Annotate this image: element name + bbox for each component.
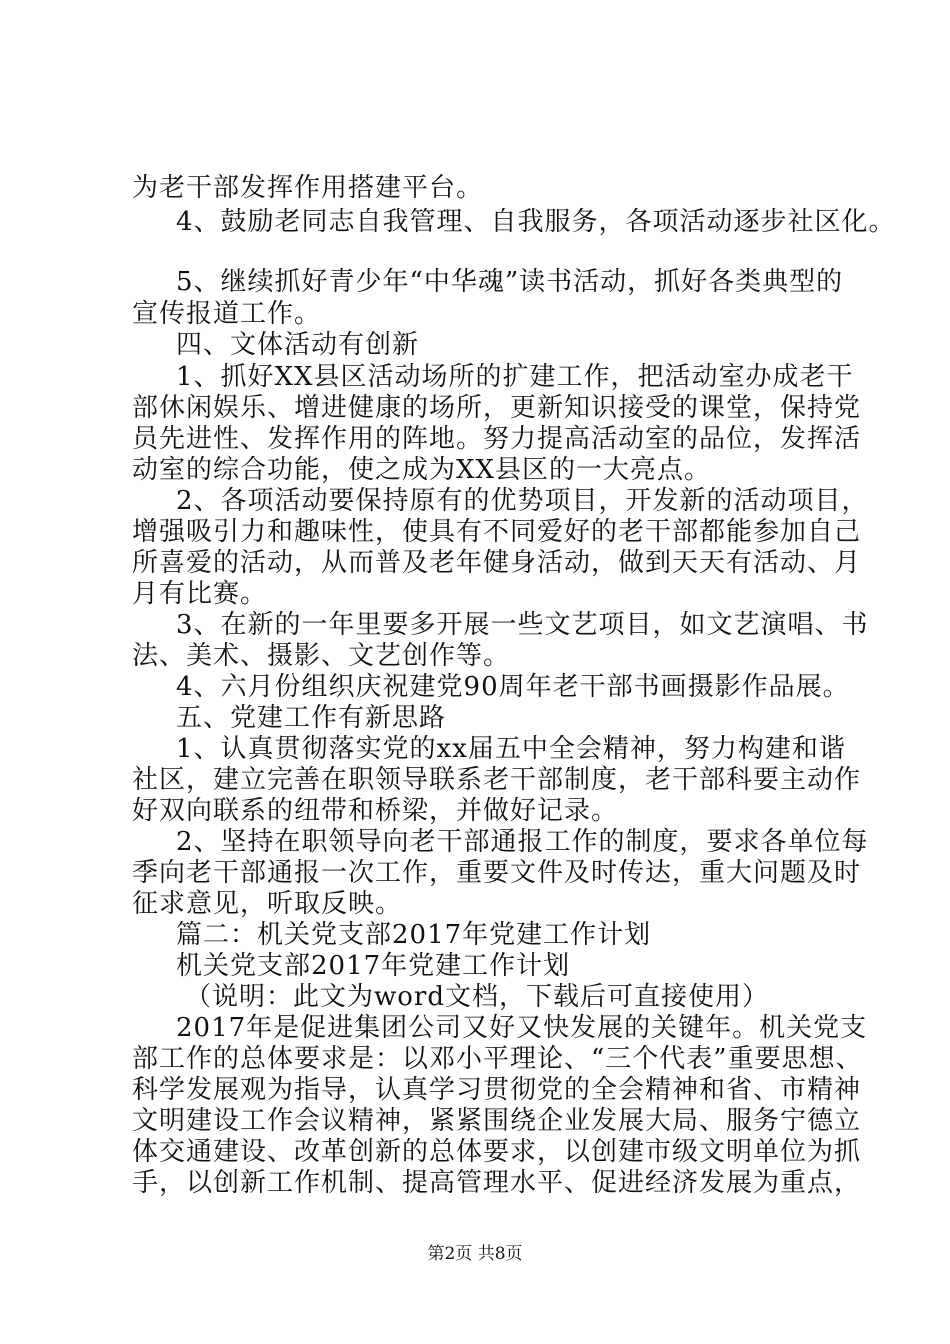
text-line: 1、抓好XX县区活动场所的扩建工作，把活动室办成老干 <box>176 362 854 392</box>
text-line: 为老干部发挥作用搭建平台。 <box>132 173 484 203</box>
text-line: 所喜爱的活动，从而普及老年健身活动，做到天天有活动、月 <box>132 548 862 578</box>
text-line: 4、鼓励老同志自我管理、自我服务，各项活动逐步社区化。 <box>176 207 896 237</box>
text-line: 部工作的总体要求是：以邓小平理论、“三个代表”重要思想、 <box>132 1044 863 1074</box>
text-line: 员先进性、发挥作用的阵地。努力提高活动室的品位，发挥活 <box>132 424 862 454</box>
text-line: 1、认真贯彻落实党的xx届五中全会精神，努力构建和谐 <box>176 734 846 764</box>
article-heading: 篇二：机关党支部2017年党建工作计划 <box>176 920 652 950</box>
article-title: 机关党支部2017年党建工作计划 <box>176 951 571 981</box>
text-line: 部休闲娱乐、增进健康的场所，更新知识接受的课堂，保持党 <box>132 393 862 423</box>
text-line: 5、继续抓好青少年“中华魂”读书活动，抓好各类典型的 <box>176 267 844 297</box>
page-number-footer: 第2页 共8页 <box>427 1244 523 1264</box>
text-line: 法、美术、摄影、文艺创作等。 <box>132 641 511 671</box>
text-line: 2017年是促进集团公司又好又快发展的关键年。机关党支 <box>176 1013 868 1043</box>
section-heading: 五、党建工作有新思路 <box>176 703 447 733</box>
text-line: 4、六月份组织庆祝建党90周年老干部书画摄影作品展。 <box>176 672 850 702</box>
text-line: 动室的综合功能，使之成为XX县区的一大亮点。 <box>132 455 712 485</box>
note-line: （说明：此文为word文档，下载后可直接使用） <box>185 982 769 1012</box>
text-line: 征求意见，听取反映。 <box>132 889 403 919</box>
text-line: 3、在新的一年里要多开展一些文艺项目，如文艺演唱、书 <box>176 610 869 640</box>
text-line: 好双向联系的纽带和桥梁，并做好记录。 <box>132 796 619 826</box>
text-line: 2、各项活动要保持原有的优势项目，开发新的活动项目， <box>176 486 869 516</box>
text-line: 文明建设工作会议精神，紧紧围绕企业发展大局、服务宁德立 <box>132 1106 862 1136</box>
text-line: 季向老干部通报一次工作，重要文件及时传达，重大问题及时 <box>132 858 862 888</box>
text-line: 2、坚持在职领导向老干部通报工作的制度，要求各单位每 <box>176 827 869 857</box>
text-line: 宣传报道工作。 <box>132 299 322 329</box>
text-line: 月有比赛。 <box>132 579 268 609</box>
text-line: 体交通建设、改革创新的总体要求，以创建市级文明单位为抓 <box>132 1137 862 1167</box>
text-line: 增强吸引力和趣味性，使具有不同爱好的老干部都能参加自己 <box>132 517 862 547</box>
text-line: 科学发展观为指导，认真学习贯彻党的全会精神和省、市精神 <box>132 1075 862 1105</box>
text-line: 社区，建立完善在职领导联系老干部制度，老干部科要主动作 <box>132 765 862 795</box>
text-line: 手，以创新工作机制、提高管理水平、促进经济发展为重点， <box>132 1168 862 1198</box>
section-heading: 四、文体活动有创新 <box>176 330 420 360</box>
